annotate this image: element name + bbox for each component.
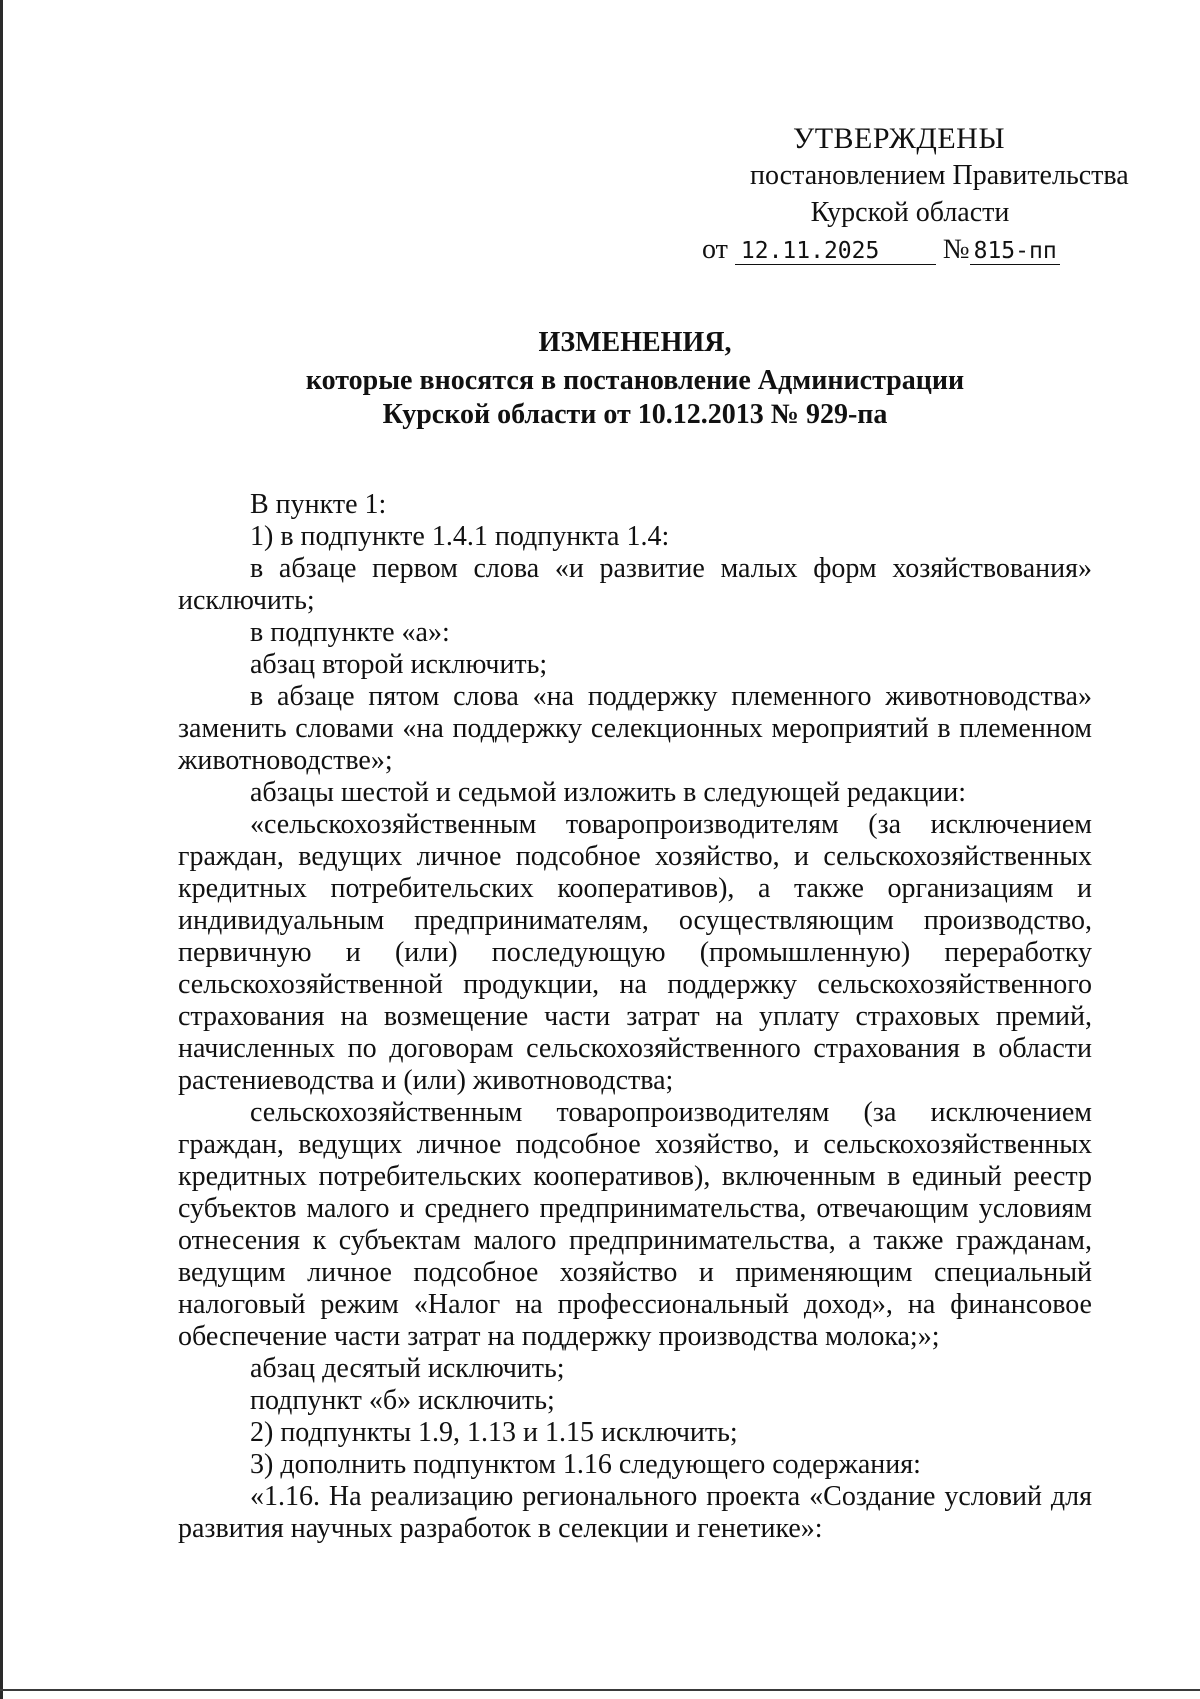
paragraph: 3) дополнить подпунктом 1.16 следующего содержания: bbox=[250, 1449, 921, 1480]
paragraph: в абзаце пятом слова «на поддержку племенного животноводства» заменить словами «на поддержку селекционных мероприятий в племенном животноводстве»; bbox=[178, 681, 1092, 776]
paragraph: абзац десятый исключить; bbox=[250, 1353, 565, 1384]
title-main: ИЗМЕНЕНИЯ, bbox=[538, 327, 732, 358]
paragraph: в подпункте «а»: bbox=[250, 617, 450, 648]
paragraph: абзацы шестой и седьмой изложить в следующей редакции: bbox=[250, 777, 966, 808]
approval-block bbox=[690, 120, 1129, 268]
paragraph: в абзаце первом слова «и развитие малых форм хозяйствования» исключить; bbox=[178, 553, 1092, 616]
approval-number: 815-пп bbox=[970, 238, 1060, 265]
approval-date: 12.11.2025 bbox=[735, 238, 936, 265]
title-subtitle-line-2: Курской области от 10.12.2013 № 929-па bbox=[382, 399, 888, 430]
paragraph: «сельскохозяйственным товаропроизводителям (за исключением граждан, ведущих личное подсобное хозяйство, и сельскохозяйственных кредитных потребительских кооперативов), а также организациям и индивидуальным предпринимателям, осуществляющим производство, первичную и (или) последующую (промышленную) переработку сельскохозяйственной продукции, на поддержку сельскохозяйственного страхования на возмещение части затрат на уплату страховых премий, начисленных по договорам сельскохозяйственного страхования в области растениеводства и (или) животноводства; bbox=[178, 809, 1092, 1096]
paragraph: абзац второй исключить; bbox=[250, 649, 548, 680]
document-body bbox=[178, 489, 1092, 1545]
paragraph: 1) в подпункте 1.4.1 подпункта 1.4: bbox=[250, 521, 670, 552]
paragraph: подпункт «б» исключить; bbox=[250, 1385, 555, 1416]
paragraph: сельскохозяйственным товаропроизводителям (за исключением граждан, ведущих личное подсобное хозяйство, и сельскохозяйственных кредитных потребительских кооперативов), включенным в единый реестр субъектов малого и среднего предпринимательства, отвечающим условиям отнесения к субъектам малого предпринимательства, а также гражданам, ведущим личное подсобное хозяйство и применяющим специальный налоговый режим «Налог на профессиональный доход», на финансовое обеспечение части затрат на поддержку производства молока;»; bbox=[178, 1097, 1092, 1352]
title-subtitle-line-1: которые вносятся в постановление Администрации bbox=[305, 365, 965, 396]
number-prefix: № bbox=[942, 234, 970, 265]
scan-left-edge bbox=[0, 0, 3, 1699]
date-prefix: от bbox=[702, 234, 728, 265]
paragraph: «1.16. На реализацию регионального проекта «Создание условий для развития научных разработок в селекции и генетике»: bbox=[178, 1481, 1092, 1544]
approval-authority: постановлением Правительства bbox=[750, 160, 1129, 191]
scan-bottom-edge bbox=[0, 1689, 1200, 1691]
approval-heading: УТВЕРЖДЕНЫ bbox=[792, 122, 1006, 155]
approval-region: Курской области bbox=[810, 197, 1010, 228]
document-title bbox=[180, 326, 1090, 432]
paragraph: В пункте 1: bbox=[250, 489, 387, 520]
paragraph: 2) подпункты 1.9, 1.13 и 1.15 исключить; bbox=[250, 1417, 738, 1448]
approval-date-line bbox=[690, 231, 1090, 268]
